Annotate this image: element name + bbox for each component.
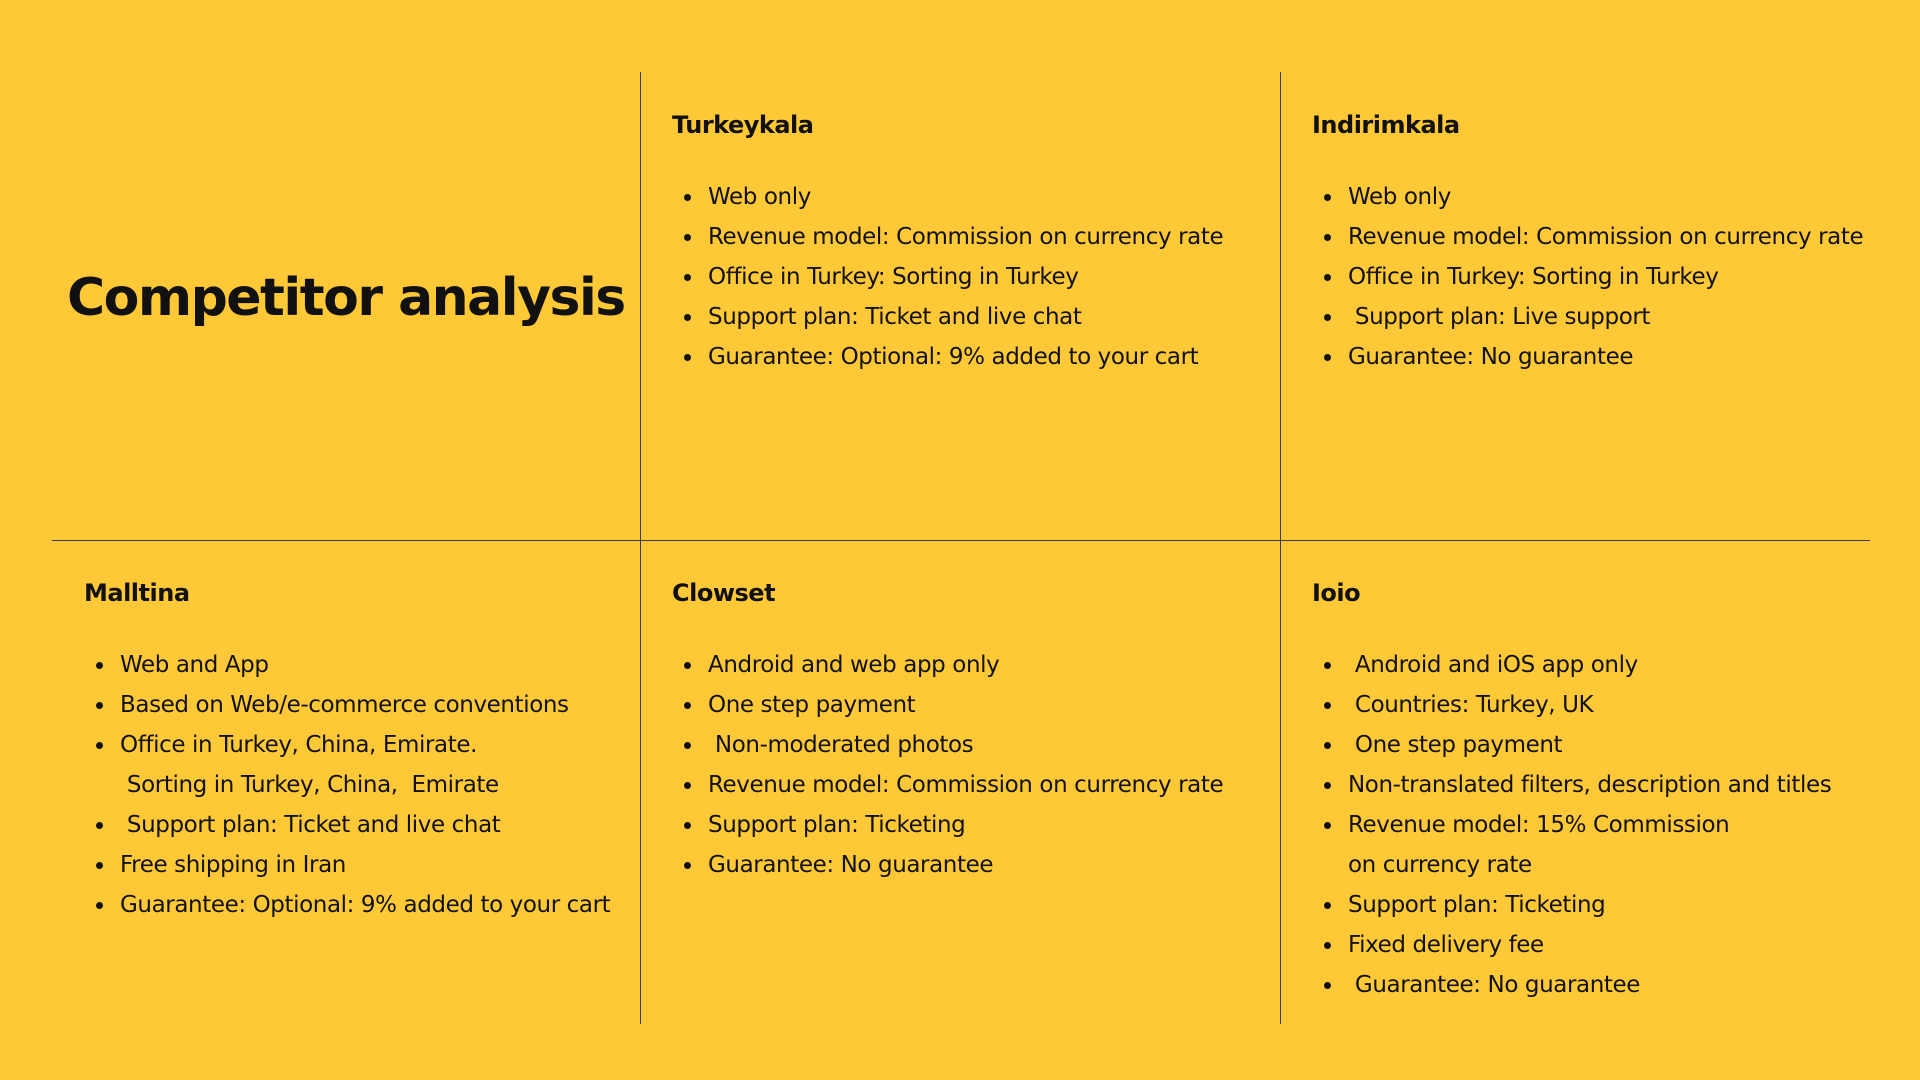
feature-item: Non-moderated photos bbox=[708, 725, 1223, 765]
competitor-card-clowset bbox=[672, 578, 1223, 885]
feature-item: Countries: Turkey, UK bbox=[1348, 685, 1831, 725]
feature-item: Support plan: Live support bbox=[1348, 297, 1863, 337]
feature-item: Non-translated filters, description and titles bbox=[1348, 765, 1831, 805]
grid-divider-vertical-right bbox=[1280, 72, 1281, 1024]
feature-item: Android and iOS app only bbox=[1348, 645, 1831, 685]
feature-item: Revenue model: Commission on currency rate bbox=[708, 217, 1223, 257]
feature-item: Support plan: Ticketing bbox=[708, 805, 1223, 845]
feature-list bbox=[1312, 645, 1831, 1005]
feature-item: Free shipping in Iran bbox=[120, 845, 610, 885]
feature-item: One step payment bbox=[1348, 725, 1831, 765]
competitor-name: Indirimkala bbox=[1312, 111, 1460, 139]
feature-item: Guarantee: Optional: 9% added to your cart bbox=[708, 337, 1223, 377]
feature-item: Revenue model: Commission on currency rate bbox=[1348, 217, 1863, 257]
feature-list bbox=[84, 645, 610, 925]
feature-item: Fixed delivery fee bbox=[1348, 925, 1831, 965]
feature-item: Guarantee: Optional: 9% added to your cart bbox=[120, 885, 610, 925]
competitor-name: Clowset bbox=[672, 579, 776, 607]
feature-item: Guarantee: No guarantee bbox=[1348, 965, 1831, 1005]
feature-item: Guarantee: No guarantee bbox=[1348, 337, 1863, 377]
feature-list bbox=[1312, 177, 1863, 377]
feature-item: Web only bbox=[708, 177, 1223, 217]
competitor-card-turkeykala bbox=[672, 110, 1223, 377]
feature-item: Office in Turkey, China, Emirate. bbox=[120, 725, 610, 765]
feature-item: Office in Turkey: Sorting in Turkey bbox=[1348, 257, 1863, 297]
feature-item: Support plan: Ticket and live chat bbox=[708, 297, 1223, 337]
feature-item: Web and App bbox=[120, 645, 610, 685]
feature-item: Android and web app only bbox=[708, 645, 1223, 685]
slide-title: Competitor analysis bbox=[67, 268, 625, 328]
feature-item: Support plan: Ticketing bbox=[1348, 885, 1831, 925]
feature-item: Revenue model: Commission on currency rate bbox=[708, 765, 1223, 805]
feature-item: One step payment bbox=[708, 685, 1223, 725]
competitor-card-malltina bbox=[84, 578, 610, 925]
feature-item: Support plan: Ticket and live chat bbox=[120, 805, 610, 845]
competitor-card-indirimkala bbox=[1312, 110, 1863, 377]
feature-item: Revenue model: 15% Commission bbox=[1348, 805, 1831, 845]
competitor-name: Turkeykala bbox=[672, 111, 814, 139]
feature-list bbox=[672, 645, 1223, 885]
competitor-name: Ioio bbox=[1312, 579, 1361, 607]
competitor-card-ioio bbox=[1312, 578, 1831, 1005]
feature-list bbox=[672, 177, 1223, 377]
grid-divider-vertical-left bbox=[640, 72, 641, 1024]
feature-item: Web only bbox=[1348, 177, 1863, 217]
grid-divider-horizontal bbox=[52, 540, 1870, 541]
competitor-name: Malltina bbox=[84, 579, 190, 607]
feature-item-continuation: Sorting in Turkey, China, Emirate bbox=[120, 772, 499, 798]
feature-item: Guarantee: No guarantee bbox=[708, 845, 1223, 885]
feature-item: Office in Turkey: Sorting in Turkey bbox=[708, 257, 1223, 297]
feature-item: Based on Web/e-commerce conventions bbox=[120, 685, 610, 725]
feature-item-continuation: on currency rate bbox=[1348, 852, 1532, 878]
